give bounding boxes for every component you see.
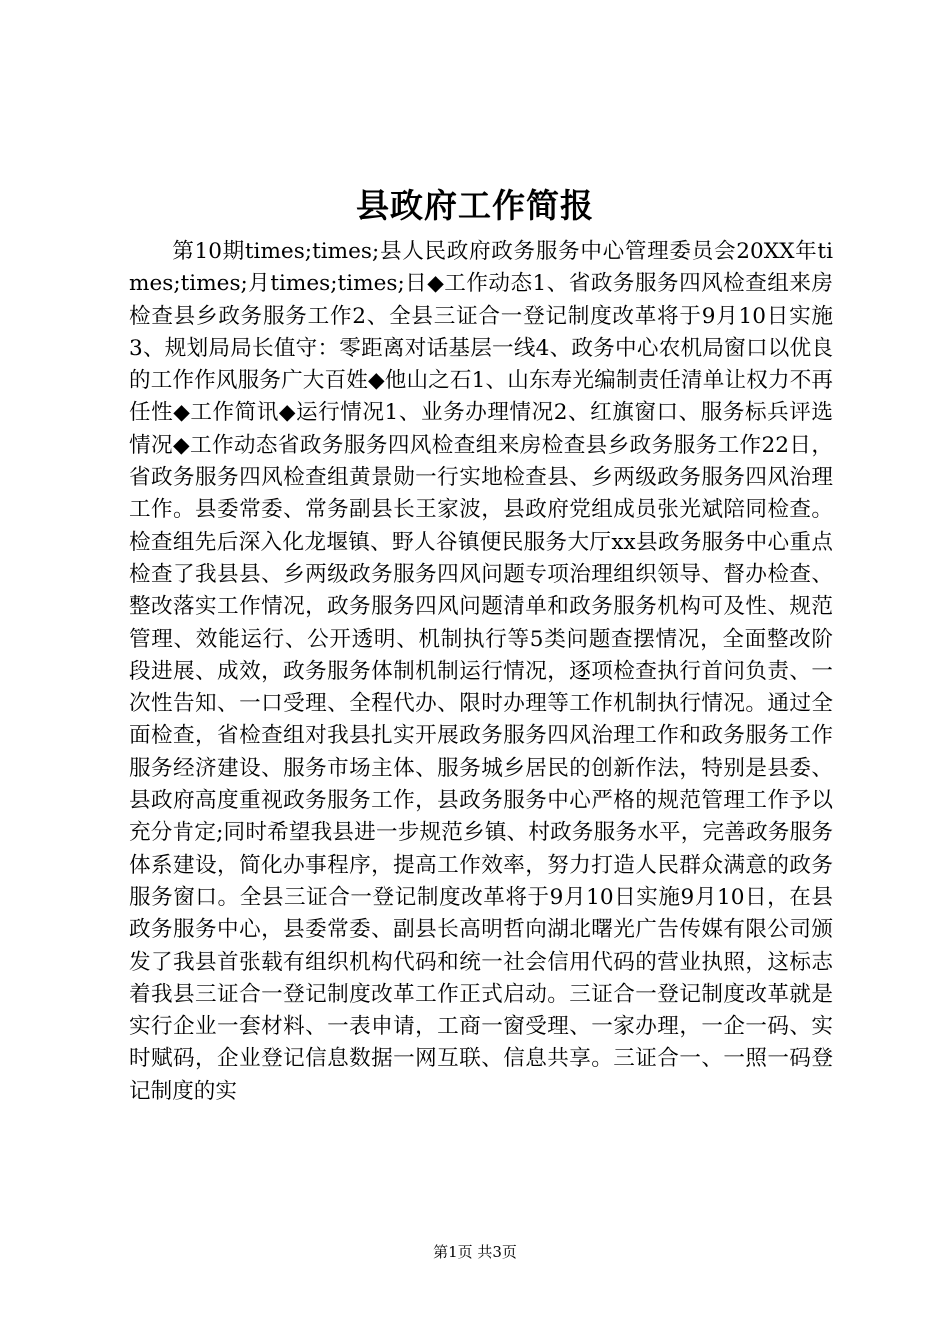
document-title: 县政府工作简报 (356, 186, 594, 225)
page-footer: 第1页 共3页 (433, 1243, 517, 1261)
document-body: 第10期times;times;县人民政府政务服务中心管理委员会20XX年times;times;月times;times;日◆工作动态1、省政务服务四风检查组来房检查县乡政务服务工作2、全县三证合一登记制度改革将于9月10日实施3、规划局局长值守：零距离对话基层一线4、政务中心农机局窗口以优良的工作作风服务广大百姓◆他山之石1、山东寿光编制责任清单让权力不再任性◆工作简讯◆运行情况1、业务办理情况2、红旗窗口、服务标兵评选情况◆工作动态省政务服务四风检查组来房检查县乡政务服务工作22日，省政务服务四风检查组黄景勋一行实地检查县、乡两级政务服务四风治理工作。县委常委、常务副县长王家波，县政府党组成员张光斌陪同检查。检查组先后深入化龙堰镇、野人谷镇便民服务大厅xx县政务服务中心重点检查了我县县、乡两级政务服务四风问题专项治理组织领导、督办检查、整改落实工作情况，政务服务四风问题清单和政务服务机构可及性、规范管理、效能运行、公开透明、机制执行等5类问题查摆情况，全面整改阶段进展、成效，政务服务体制机制运行情况，逐项检查执行首问负责、一次性告知、一口受理、全程代办、限时办理等工作机制执行情况。通过全面检查，省检查组对我县扎实开展政务服务四风治理工作和政务服务工作服务经济建设、服务市场主体、服务城乡居民的创新作法，特别是县委、县政府高度重视政务服务工作，县政务服务中心严格的规范管理工作予以充分肯定;同时希望我县进一步规范乡镇、村政务服务水平，完善政务服务体系建设，简化办事程序，提高工作效率，努力打造人民群众满意的政务服务窗口。全县三证合一登记制度改革将于9月10日实施9月10日，在县政务服务中心，县委常委、副县长高明哲向湖北曙光广告传媒有限公司颁发了我县首张载有组织机构代码和统一社会信用代码的营业执照，这标志着我县三证合一登记制度改革工作正式启动。三证合一登记制度改革就是实行企业一套材料、一表申请，工商一窗受理、一家办理，一企一码、实时赋码，企业登记信息数据一网互联、信息共享。三证合一、一照一码登记制度的实 (129, 239, 833, 1104)
